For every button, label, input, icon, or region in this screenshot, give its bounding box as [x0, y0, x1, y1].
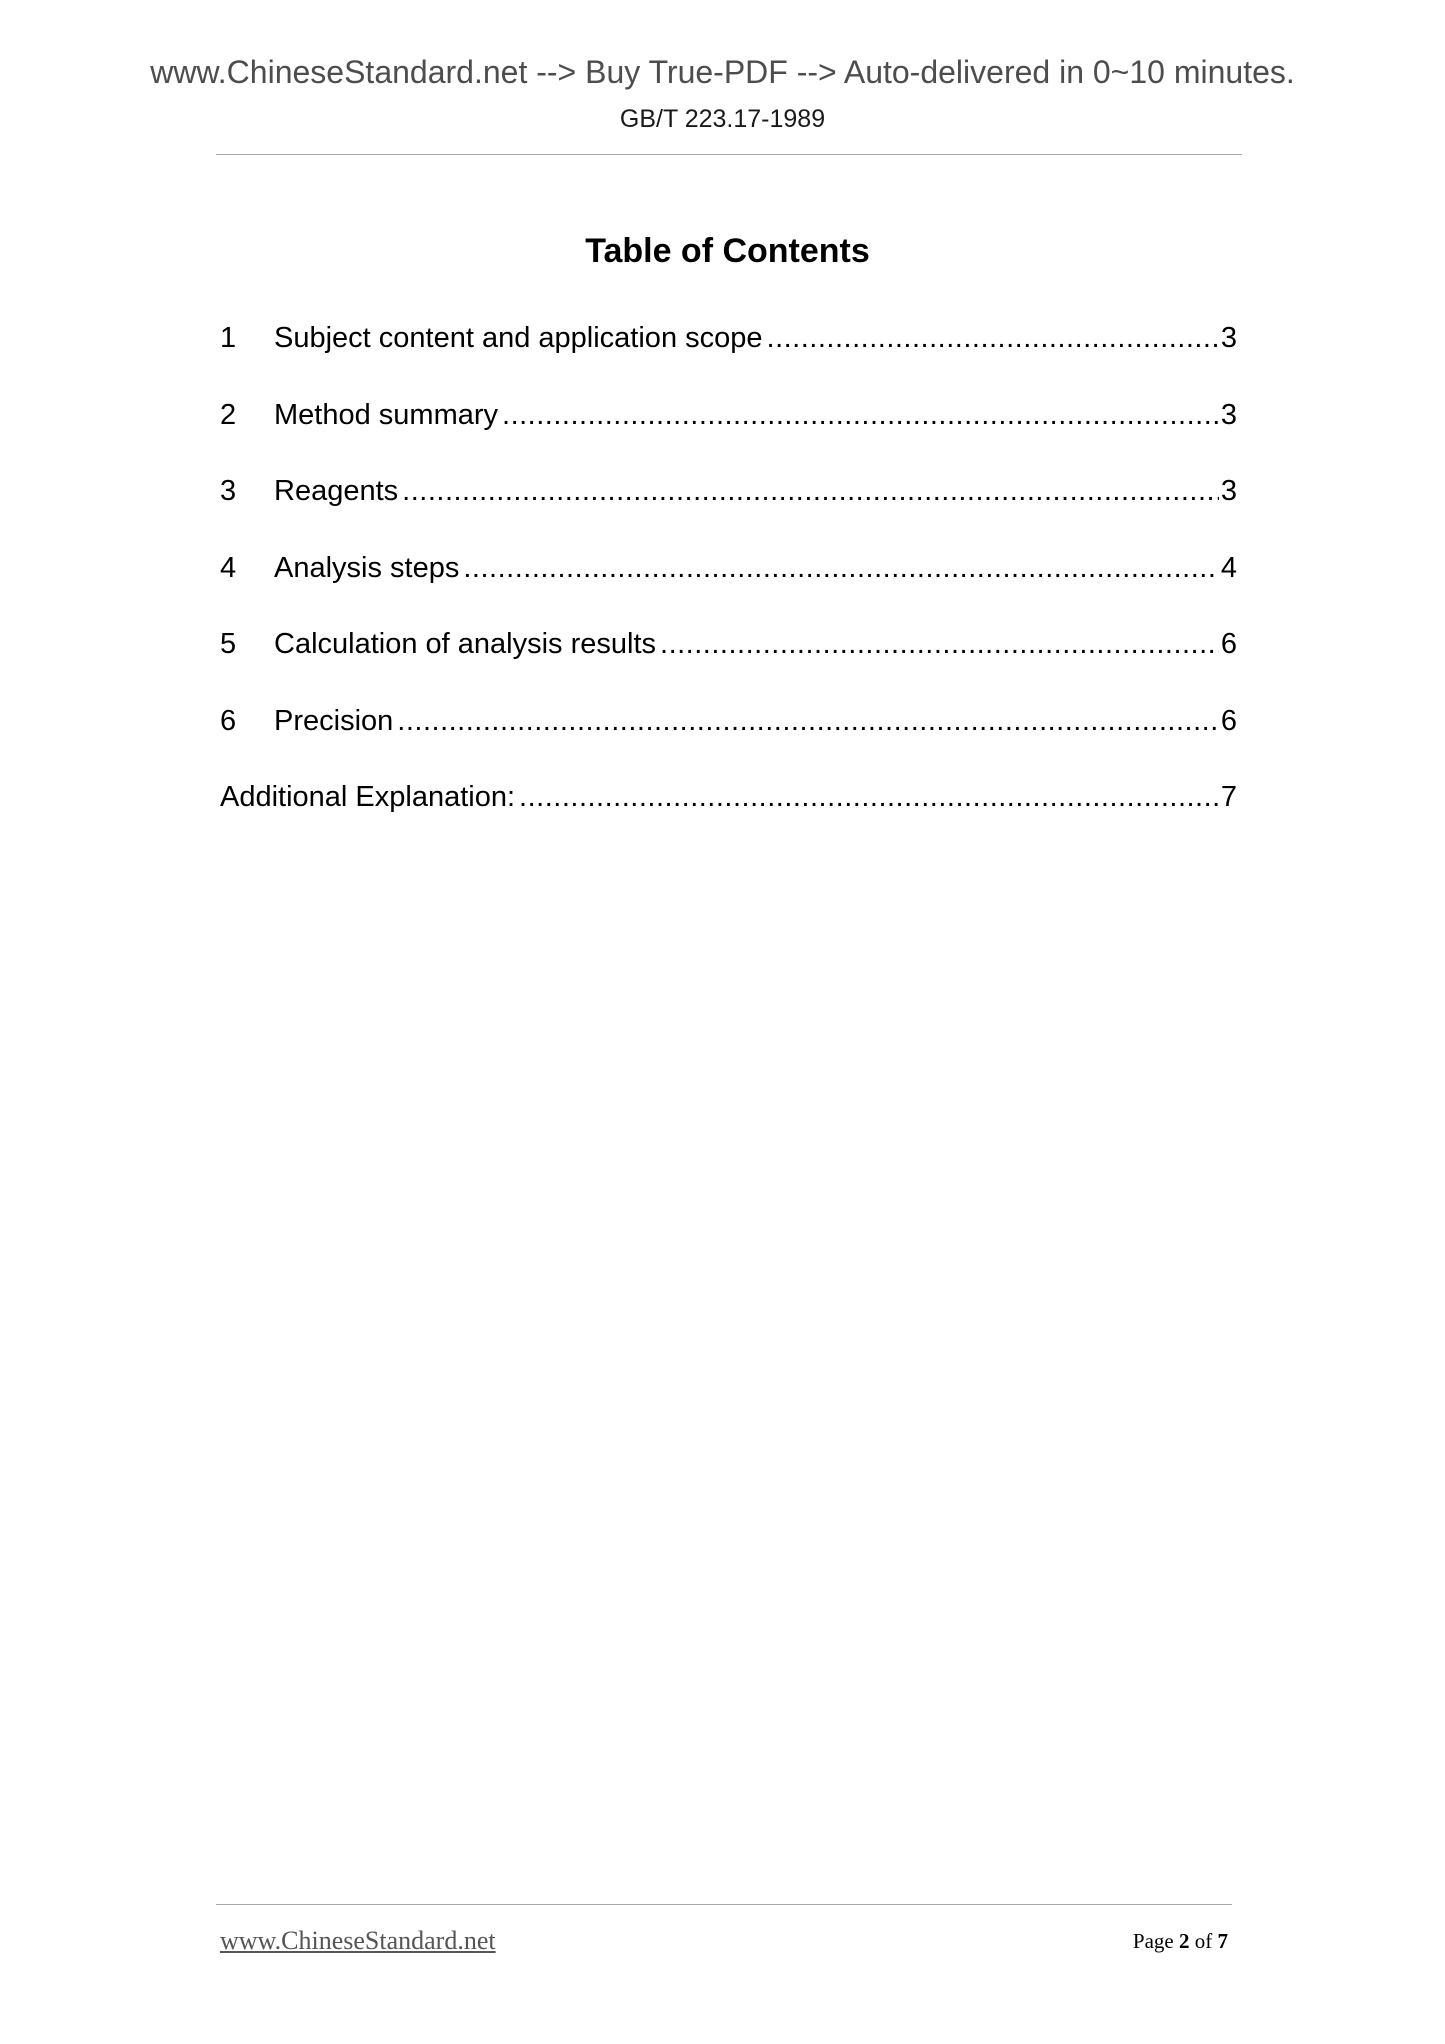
toc-dot-leader: [767, 318, 1219, 358]
toc-entry-precision[interactable]: [220, 701, 1237, 778]
toc-entry-page: 6: [1220, 628, 1237, 660]
toc-entry-number: 6: [220, 704, 237, 737]
footer-divider: [216, 1904, 1232, 1905]
toc-dot-leader: [402, 471, 1219, 511]
standard-id: GB/T 223.17-1989: [619, 105, 826, 133]
toc-entry-page: 3: [1220, 398, 1237, 431]
toc-entry-additional-explanation[interactable]: [220, 777, 1237, 854]
toc-entry-number: 1: [220, 322, 237, 354]
toc-title: Table of Contents: [585, 232, 870, 270]
toc-entry-page: 6: [1220, 704, 1237, 737]
page-number: [1133, 1931, 1228, 1952]
toc-entry-number: 4: [220, 551, 237, 584]
toc-entry-page: 3: [1220, 322, 1237, 354]
footer-site-link[interactable]: www.ChineseStandard.net: [220, 1926, 496, 1955]
toc-entry-method-summary[interactable]: [220, 395, 1237, 472]
total-pages: 7: [1217, 1929, 1228, 1953]
page-label: Page: [1132, 1929, 1174, 1953]
toc-entry-label: Additional Explanation:: [220, 781, 516, 813]
toc-entry-label: Subject content and application scope: [274, 322, 763, 354]
toc-entry-page: 3: [1220, 475, 1237, 507]
toc-entry-label: Reagents: [274, 475, 399, 507]
toc-entry-label: Method summary: [274, 398, 499, 431]
toc-entry-page: 7: [1220, 781, 1237, 813]
toc-entry-number: 2: [220, 398, 237, 431]
toc-dot-leader: [519, 777, 1219, 817]
toc-entry-label: Analysis steps: [274, 551, 460, 584]
toc-entry-number: 5: [220, 628, 237, 660]
toc-dot-leader: [397, 701, 1219, 741]
toc-entry-subject-scope[interactable]: [220, 318, 1237, 395]
toc-entry-number: 3: [220, 475, 237, 507]
toc-entry-label: Calculation of analysis results: [274, 628, 657, 660]
toc-dot-leader: [660, 624, 1219, 664]
toc-entry-calculation[interactable]: [220, 624, 1237, 701]
toc-dot-leader: [463, 548, 1219, 588]
current-page: 2: [1179, 1929, 1190, 1953]
toc-entry-page: 4: [1220, 551, 1237, 584]
toc-dot-leader: [502, 395, 1219, 435]
toc-list: [220, 318, 1237, 854]
toc-entry-reagents[interactable]: [220, 471, 1237, 548]
page-of-label: of: [1194, 1929, 1213, 1953]
toc-entry-label: Precision: [274, 704, 394, 737]
toc-entry-analysis-steps[interactable]: [220, 548, 1237, 625]
header-banner[interactable]: www.ChineseStandard.net --> Buy True-PDF --> Auto-delivered in 0~10 minutes.: [150, 54, 1295, 90]
header-divider: [216, 154, 1242, 155]
